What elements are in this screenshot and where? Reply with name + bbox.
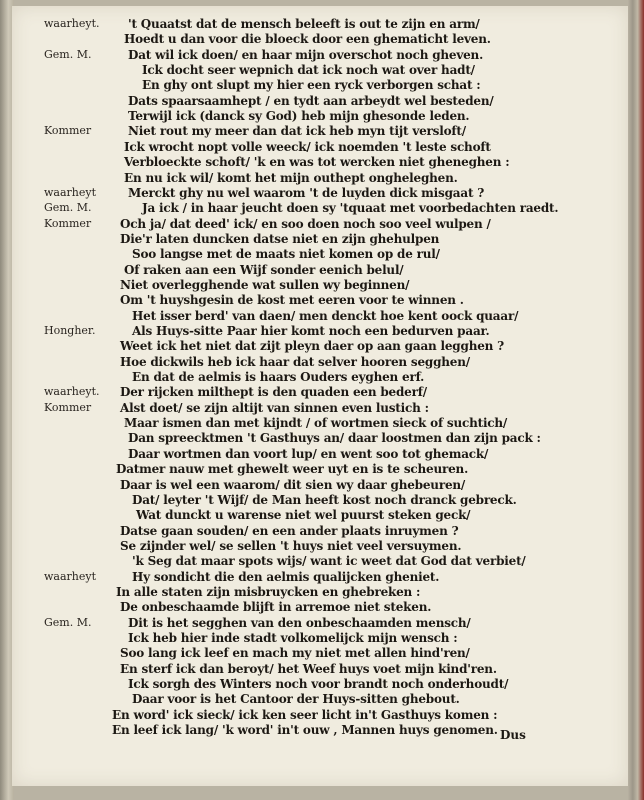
- verse-text: Hoedt u dan voor die bloeck door een ghematicht leven.: [124, 32, 491, 47]
- page-edge-right: [628, 0, 644, 800]
- text-line: [12, 415, 628, 431]
- verse-text: Se zijnder wel/ se sellen 't huys niet veel versuymen.: [120, 538, 462, 553]
- speaker-label: Kommer: [44, 124, 92, 138]
- verse-text: Merckt ghy nu wel waarom 't de luyden dick misgaat ?: [128, 185, 485, 200]
- verse-text: Der rijcken milthept is den quaden een bederf/: [120, 385, 427, 400]
- verse-text: Datse gaan souden/ en een ander plaats inruymen ?: [120, 523, 459, 538]
- verse-text: Daar voor is het Cantoor der Huys-sitten ghebout.: [132, 692, 460, 707]
- text-line: [12, 369, 628, 385]
- verse-text: En nu ick wil/ komt het mijn outhept ongheleghen.: [124, 170, 458, 185]
- text-line: [12, 77, 628, 93]
- text-line: [12, 569, 628, 585]
- verse-text: Of raken aan een Wijf sonder eenich belul/: [124, 262, 404, 277]
- speaker-label: waarheyt.: [44, 385, 100, 399]
- text-line: [12, 691, 628, 707]
- verse-text: Datmer nauw met ghewelt weer uyt en is te scheuren.: [116, 462, 469, 477]
- text-line: [12, 384, 628, 400]
- text-line: [12, 308, 628, 324]
- text-line: [12, 461, 628, 477]
- speaker-label: waarheyt: [44, 185, 97, 199]
- verse-text: Ick wrocht nopt volle weeck/ ick noemden 't leste schoft: [124, 139, 491, 154]
- verse-text: Het isser berd' van daen/ men denckt hoe kent oock quaar/: [132, 308, 519, 323]
- verse-text: En sterf ick dan beroyt/ het Weef huys voet mijn kind'ren.: [120, 661, 497, 676]
- text-line: [12, 154, 628, 170]
- verse-text: Alst doet/ se zijn altijt van sinnen even lustich :: [120, 400, 429, 415]
- text-line: [12, 477, 628, 493]
- verse-text: En word' ick sieck/ ick ken seer licht in't Gasthuys komen :: [112, 707, 498, 722]
- text-line: [12, 446, 628, 462]
- verse-text: Hoe dickwils heb ick haar dat selver hooren segghen/: [120, 354, 470, 369]
- text-line: [12, 170, 628, 186]
- text-line: [12, 676, 628, 692]
- document-page: [12, 6, 628, 786]
- verse-text: Dit is het segghen van den onbeschaamden mensch/: [128, 615, 471, 630]
- verse-text: Daar is wel een waarom/ dit sien wy daar ghebeuren/: [120, 477, 466, 492]
- text-line: [12, 492, 628, 508]
- verse-text: Weet ick het niet dat zijt pleyn daer op aan gaan legghen ?: [120, 339, 504, 354]
- verse-text: Dat wil ick doen/ en haar mijn overschot noch gheven.: [128, 47, 484, 62]
- text-line: [12, 553, 628, 569]
- verse-text: En leef ick lang/ 'k word' in't ouw , Mannen huys genomen.: [112, 723, 498, 738]
- speaker-label: Gem. M.: [44, 201, 92, 215]
- speaker-label: Gem. M.: [44, 615, 92, 629]
- verse-text: Ja ick / in haar jeucht doen sy 'tquaat met voorbedachten raedt.: [142, 201, 559, 216]
- verse-text: Verbloeckte schoft/ 'k en was tot wercken niet gheneghen :: [124, 155, 510, 170]
- verse-text: Ick heb hier inde stadt volkomelijck mijn wensch :: [128, 631, 458, 645]
- verse-text: Om 't huyshgesin de kost met eeren voor te winnen .: [120, 293, 464, 308]
- verse-text: Wat dunckt u warense niet wel puurst steken geck/: [136, 508, 471, 523]
- text-line: [12, 661, 628, 677]
- text-line: [12, 323, 628, 339]
- text-line: [12, 507, 628, 523]
- text-line: [12, 538, 628, 554]
- verse-text: Ick sorgh des Winters noch voor brandt noch onderhoudt/: [128, 677, 509, 692]
- verse-text: Dat/ leyter 't Wijf/ de Man heeft kost noch dranck gebreck.: [132, 492, 517, 507]
- text-line: [12, 615, 628, 631]
- verse-text: Soo langse met de maats niet komen op de rul/: [132, 247, 440, 262]
- verse-text: Als Huys-sitte Paar hier komt noch een bedurven paar.: [132, 324, 490, 338]
- verse-text: De onbeschaamde blijft in arremoe niet steken.: [120, 600, 432, 615]
- text-line: [12, 584, 628, 600]
- speaker-label: Kommer: [44, 400, 92, 414]
- text-line: [12, 246, 628, 262]
- text-line: [12, 139, 628, 155]
- verse-text: Niet overlegghende wat sullen wy beginnen/: [120, 277, 410, 292]
- speaker-label: Gem. M.: [44, 47, 92, 61]
- verse-text: Och ja/ dat deed' ick/ en soo doen noch soo veel wulpen /: [120, 216, 491, 231]
- text-line: [12, 722, 628, 738]
- verse-text: 't Quaatst dat de mensch beleeft is out te zijn en arm/: [128, 17, 480, 31]
- text-line: [12, 262, 628, 278]
- verse-text: Terwijl ick (danck sy God) heb mijn ghesonde leden.: [128, 109, 470, 124]
- text-line: [12, 108, 628, 124]
- verse-text: Hy sondicht die den aelmis qualijcken gheniet.: [132, 569, 440, 584]
- text-line: [12, 31, 628, 47]
- text-line: [12, 292, 628, 308]
- text-line: [12, 200, 628, 216]
- speaker-label: waarheyt: [44, 569, 97, 583]
- verse-text: In alle staten zijn misbruycken en ghebreken :: [116, 584, 421, 599]
- verse-text: En dat de aelmis is haars Ouders eyghen erf.: [132, 370, 425, 385]
- text-line: [12, 630, 628, 646]
- text-line: [12, 47, 628, 63]
- text-line: [12, 277, 628, 293]
- text-line: [12, 599, 628, 615]
- text-line: [12, 185, 628, 201]
- verse-text: Ick docht seer wepnich dat ick noch wat over hadt/: [142, 63, 475, 78]
- text-line: [12, 400, 628, 416]
- text-line: [12, 645, 628, 661]
- text-line: [12, 338, 628, 354]
- text-line: [12, 707, 628, 723]
- text-line: [12, 430, 628, 446]
- text-line: [12, 93, 628, 109]
- text-line: [12, 16, 628, 32]
- verse-text: Soo lang ick leef en mach my niet met allen hind'ren/: [120, 646, 470, 661]
- verse-text: 'k Seg dat maar spots wijs/ want ic weet dat God dat verbiet/: [132, 554, 526, 569]
- verse-text: Dats spaarsaamhept / en tydt aan arbeydt wel besteden/: [128, 93, 494, 108]
- speaker-label: waarheyt.: [44, 17, 100, 30]
- speaker-label: Hongher.: [44, 324, 96, 337]
- verse-text: Niet rout my meer dan dat ick heb myn tijt versloft/: [128, 124, 466, 139]
- verse-text: Dan spreecktmen 't Gasthuys an/ daar loostmen dan zijn pack :: [128, 431, 541, 446]
- text-line: [12, 231, 628, 247]
- verse-text: En ghy ont slupt my hier een ryck verborgen schat :: [142, 78, 481, 93]
- text-line: [12, 354, 628, 370]
- verse-text: Daar wortmen dan voort lup/ en went soo tot ghemack/: [128, 446, 489, 461]
- catchword: Dus: [500, 728, 526, 742]
- verse-text: Die'r laten duncken datse niet en zijn ghehulpen: [120, 231, 440, 246]
- text-line: [12, 123, 628, 139]
- speaker-label: Kommer: [44, 216, 92, 230]
- text-line: [12, 62, 628, 78]
- verse-text: Maar ismen dan met kijndt / of wortmen sieck of suchtich/: [124, 416, 508, 431]
- text-line: [12, 216, 628, 232]
- text-line: [12, 523, 628, 539]
